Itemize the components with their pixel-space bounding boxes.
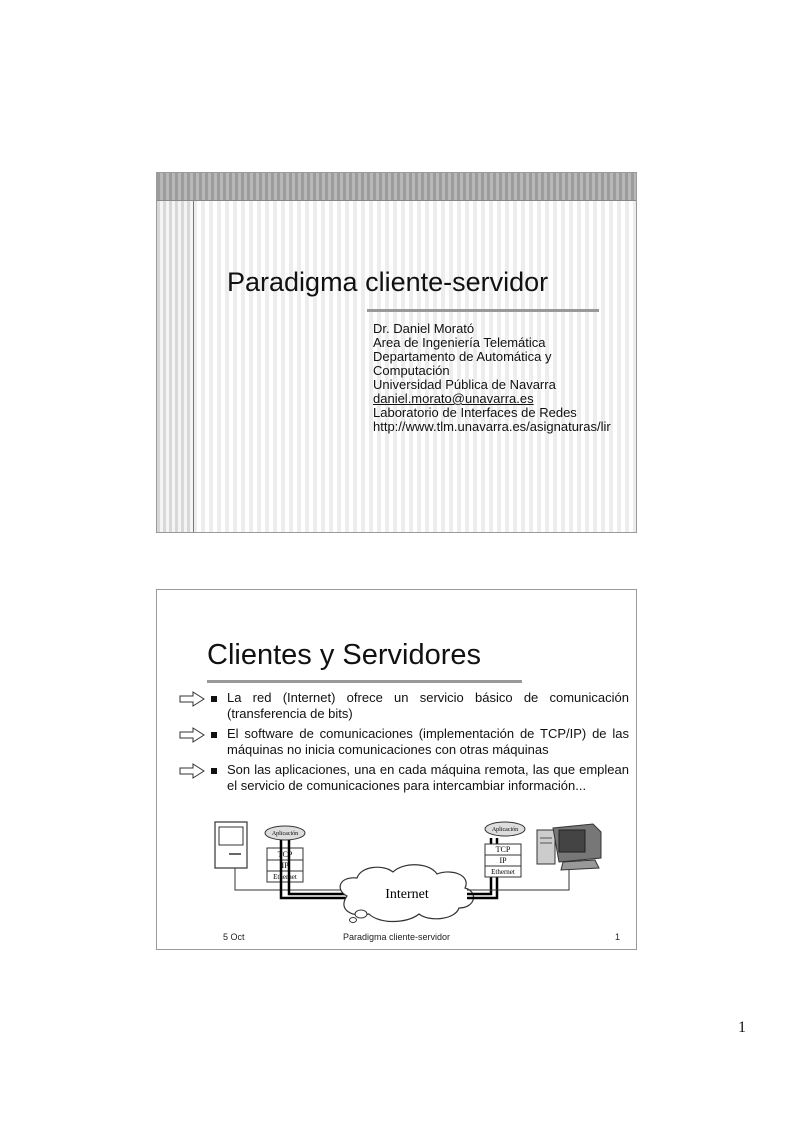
top-decor-band bbox=[157, 173, 636, 201]
bullet-text: La red (Internet) ofrece un servicio básico de comunicación (transferencia de bits) bbox=[227, 690, 629, 721]
arrow-right-icon bbox=[179, 691, 205, 707]
slide-title: Clientes y Servidores bbox=[207, 639, 481, 671]
author-block bbox=[373, 322, 613, 434]
list-item bbox=[179, 690, 629, 722]
ethernet-label: Ethernet bbox=[491, 868, 515, 876]
list-item bbox=[179, 762, 629, 794]
arrow-right-icon bbox=[179, 763, 205, 779]
list-item bbox=[179, 726, 629, 758]
author-name: Dr. Daniel Morató bbox=[373, 321, 475, 336]
ip-label: IP bbox=[499, 856, 507, 865]
tcp-label: TCP bbox=[277, 850, 293, 859]
title-underline bbox=[207, 680, 522, 683]
server-protocol-stack bbox=[485, 822, 525, 877]
cloud-label: Internet bbox=[385, 887, 429, 902]
author-department: Departamento de Automática y Computación bbox=[373, 349, 552, 378]
bullet-text: Son las aplicaciones, una en cada máquina remota, las que emplean el servicio de comunicaciones para intercambiar información... bbox=[227, 762, 629, 793]
tcp-label: TCP bbox=[495, 845, 511, 854]
bullet-square-icon bbox=[211, 732, 217, 738]
bullet-square-icon bbox=[211, 768, 217, 774]
bullet-list bbox=[179, 690, 629, 798]
server-computer-icon bbox=[537, 824, 601, 870]
author-area: Area de Ingeniería Telemática bbox=[373, 335, 546, 350]
ip-label: IP bbox=[281, 861, 289, 870]
author-university: Universidad Pública de Navarra bbox=[373, 377, 556, 392]
bullet-text: El software de comunicaciones (implementación de TCP/IP) de las máquinas no inicia comunicaciones con otras máquinas bbox=[227, 726, 629, 757]
bullet-square-icon bbox=[211, 696, 217, 702]
author-url: http://www.tlm.unavarra.es/asignaturas/lir bbox=[373, 419, 611, 434]
page-number: 1 bbox=[738, 1019, 746, 1036]
ethernet-label: Ethernet bbox=[273, 873, 297, 881]
client-computer-icon bbox=[215, 822, 247, 868]
client-protocol-stack bbox=[265, 826, 305, 882]
slide-title: Paradigma cliente-servidor bbox=[227, 267, 549, 297]
title-underline bbox=[367, 309, 599, 312]
footer-title: Paradigma cliente-servidor bbox=[342, 932, 451, 942]
author-email-link[interactable]: daniel.morato@unavarra.es bbox=[373, 391, 534, 406]
author-lab: Laboratorio de Interfaces de Redes bbox=[373, 405, 577, 420]
content-slide bbox=[156, 589, 637, 950]
arrow-right-icon bbox=[179, 727, 205, 743]
app-label: Aplicación bbox=[271, 831, 299, 837]
network-diagram bbox=[197, 818, 627, 926]
title-slide bbox=[156, 172, 637, 533]
left-decor-strip bbox=[157, 173, 194, 532]
footer-date: 5 Oct bbox=[223, 932, 245, 942]
footer-slide-number: 1 bbox=[614, 932, 620, 942]
app-label: Aplicación bbox=[491, 827, 519, 833]
